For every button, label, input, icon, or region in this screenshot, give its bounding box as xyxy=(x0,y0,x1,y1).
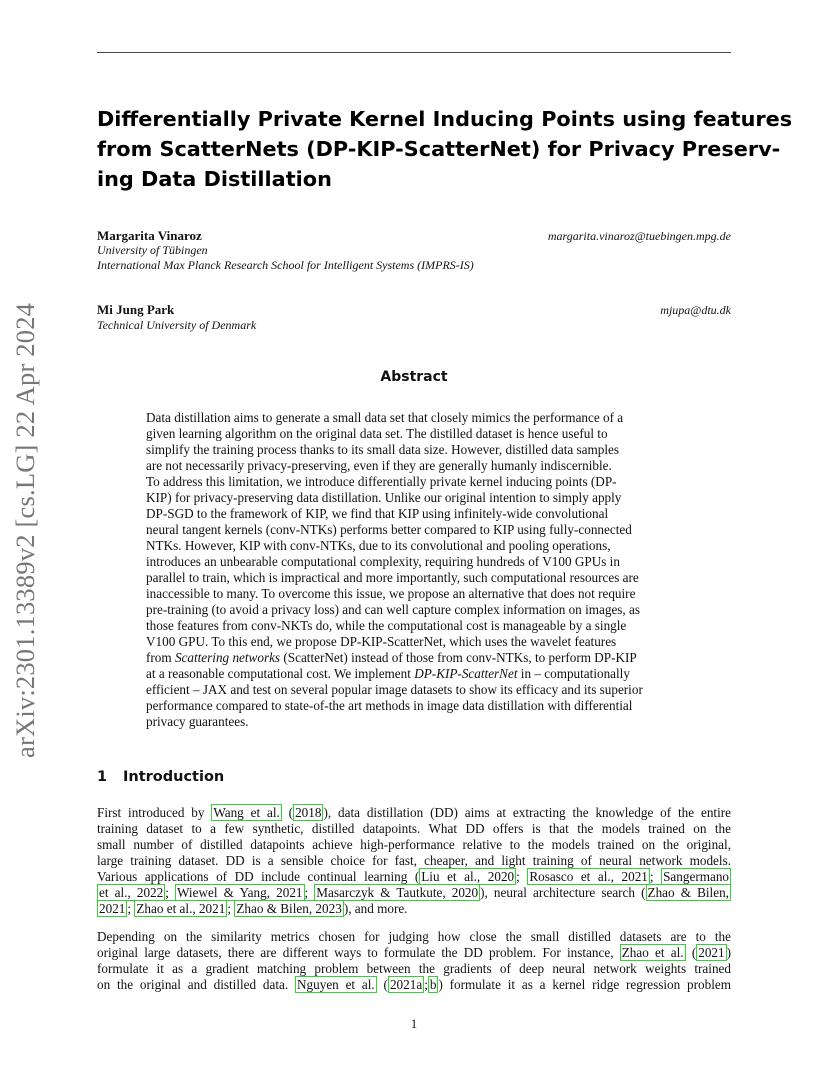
section-title: Introduction xyxy=(123,769,225,785)
citation-link[interactable]: et al., 2022 xyxy=(99,885,164,900)
text-line: 2021 ; Zhao et al., 2021 ; Zhao & Bilen, 2023 ), and more. xyxy=(99,901,408,916)
text-line: et al., 2022 ; Wiewel & Yang, 2021 ; Masarczyk & Tautkute, 2020 ), neural architecture search ( Zhao & Bilen, xyxy=(99,885,729,900)
abstract-line: NTKs. However, KIP with conv-NTKs, due to its convolutional and pooling operations, xyxy=(146,538,611,553)
paper-title xyxy=(97,104,793,194)
abstract-line: pre-training (to avoid a privacy loss) and can well capture complex information on images, as xyxy=(146,602,641,617)
text-line: small number of distilled datapoints achieve high-performance relative to the models trained on the original, xyxy=(97,837,731,852)
text-line: original large datasets, there are different ways to formulate the DD problem. For instance, Zhao et al. ( 2021 ) xyxy=(97,945,731,960)
abstract-line: introduces an unbearable computational complexity, requiring hundreds of V100 GPUs in xyxy=(146,554,620,569)
citation-link[interactable]: 2021 xyxy=(698,945,725,960)
abstract-line: To address this limitation, we introduce differentially private kernel inducing points (DP- xyxy=(146,474,617,489)
abstract-line: V100 GPU. To this end, we propose DP-KIP-ScatterNet, which uses the wavelet features xyxy=(146,634,617,649)
citation-link[interactable]: Nguyen et al. xyxy=(297,977,375,992)
title-line: from ScatterNets (DP-KIP-ScatterNet) for Privacy Preserv- xyxy=(97,137,781,161)
author-email[interactable]: margarita.vinaroz@tuebingen.mpg.de xyxy=(547,229,731,243)
text-line: First introduced by Wang et al. ( 2018 ), data distillation (DD) aims at extracting the knowledge of the entire xyxy=(97,805,731,820)
text-line: on the original and distilled data. Nguyen et al. ( 2021a ; b ) formulate it as a kernel ridge regression problem xyxy=(97,977,731,992)
citation-link[interactable]: Masarczyk & Tautkute, 2020 xyxy=(316,885,479,900)
title-line: Differentially Private Kernel Inducing Points using features xyxy=(97,107,793,131)
citation-link[interactable]: Rosasco et al., 2021 xyxy=(529,869,648,884)
author-name: Mi Jung Park xyxy=(97,302,175,317)
abstract-line: KIP) for privacy-preserving data distillation. Unlike our original intention to simply apply xyxy=(146,490,622,505)
page-number: 1 xyxy=(410,1016,418,1031)
abstract-line: from Scattering networks (ScatterNet) instead of those from conv-NTKs, to perform DP-KIP xyxy=(146,650,637,665)
abstract-line: those features from conv-NKTs do, while the computational cost is manageable by a single xyxy=(146,618,627,633)
abstract-line: at a reasonable computational cost. We implement DP-KIP-ScatterNet in – computationally xyxy=(146,666,630,681)
text-line: training dataset to a few synthetic, distilled datapoints. What DD offers is that the models trained on the xyxy=(97,821,731,836)
affiliation-line: Technical University of Denmark xyxy=(97,318,257,332)
author-email[interactable]: mjupa@dtu.dk xyxy=(660,303,731,317)
text-line: Various applications of DD include continual learning ( Liu et al., 2020 ; Rosasco et al., 2021 ; Sangermano xyxy=(97,869,730,884)
abstract-line: privacy guarantees. xyxy=(146,714,249,729)
citation-link[interactable]: Sangermano xyxy=(663,869,730,884)
title-line: ing Data Distillation xyxy=(97,167,332,191)
abstract-line: efficient – JAX and test on several popular image datasets to show its efficacy and its superior xyxy=(146,682,643,697)
arxiv-stamp: arXiv:2301.13389v2 [cs.LG] 22 Apr 2024 xyxy=(10,302,40,758)
affiliation-line: University of Tübingen xyxy=(97,243,208,257)
section-number: 1 xyxy=(97,769,108,785)
text-line: formulate it as a gradient matching problem between the gradients of deep neural network weights trained xyxy=(97,961,731,976)
citation-link[interactable]: Zhao & Bilen, 2023 xyxy=(236,901,342,916)
citation-link[interactable]: Zhao et al. xyxy=(621,945,684,960)
citation-link[interactable]: Zhao et al., 2021 xyxy=(136,901,226,916)
author-affiliation xyxy=(97,318,256,333)
abstract-line: are not necessarily privacy-preserving, even if they are generally humanly indiscernible. xyxy=(146,458,612,473)
citation-link[interactable]: Liu et al., 2020 xyxy=(421,869,515,884)
citation-link[interactable]: 2021 xyxy=(99,901,126,916)
abstract-line: DP-SGD to the framework of KIP, we find that KIP using infinitely-wide convolutional xyxy=(146,506,609,521)
abstract-line: parallel to train, which is impractical and more importantly, such computational resources are xyxy=(146,570,639,585)
citation-link[interactable]: Zhao & Bilen, xyxy=(647,885,729,900)
section-heading xyxy=(97,769,224,785)
abstract-line: neural tangent kernels (conv-NTKs) performs better compared to KIP using fully-connected xyxy=(146,522,632,537)
citation-link[interactable]: Wang et al. xyxy=(213,805,280,820)
intro-paragraph-1 xyxy=(97,805,731,917)
top-rule xyxy=(97,52,731,53)
citation-link[interactable]: b xyxy=(429,977,437,992)
abstract-heading: Abstract xyxy=(380,369,448,385)
intro-paragraph-2 xyxy=(97,929,731,993)
abstract-line: Data distillation aims to generate a small data set that closely mimics the performance of a xyxy=(146,410,624,425)
abstract-line: performance compared to state-of-the art methods in image data distillation with differential xyxy=(146,698,633,713)
text-line: Depending on the similarity metrics chosen for judging how close the small distilled datasets are to the xyxy=(97,929,731,944)
abstract-line: simplify the training process thanks to its small data size. However, distilled data samples xyxy=(146,442,620,457)
citation-link[interactable]: Wiewel & Yang, 2021 xyxy=(177,885,303,900)
abstract-line: given learning algorithm on the original data set. The distilled dataset is hence useful to xyxy=(146,426,608,441)
author-name: Margarita Vinaroz xyxy=(97,228,202,243)
abstract-line: inaccessible to many. To overcome this issue, we propose an alternative that does not require xyxy=(146,586,636,601)
citation-link[interactable]: 2021a xyxy=(389,977,423,992)
citation-link[interactable]: 2018 xyxy=(295,805,322,820)
abstract-body xyxy=(146,410,686,730)
affiliation-line: International Max Planck Research School for Intelligent Systems (IMPRS-IS) xyxy=(97,258,474,272)
author-affiliation xyxy=(97,243,474,273)
text-line: large training dataset. DD is a sensible choice for fast, cheaper, and light training of neural network models. xyxy=(97,853,731,868)
